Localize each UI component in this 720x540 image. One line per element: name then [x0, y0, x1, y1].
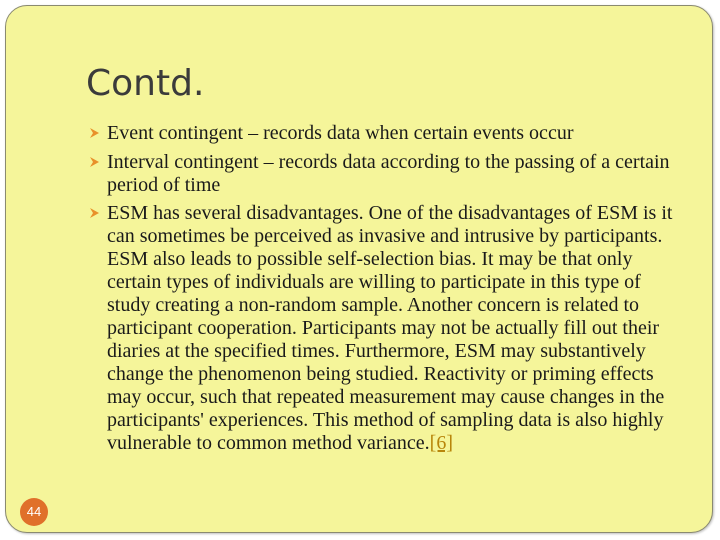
bullet-text: ESM has several disadvantages. One of the disadvantages of ESM is it can sometimes be perceived as invasive and intrusive by participants. ESM also leads to possible self-selection bias. It may be that only certain types of individuals are willing to participate in this type of study creating a non-random sample. Another concern is related to participant cooperation. Participants may not be actually fill out their diaries at the specified times. Furthermore, ESM may substantively change the phenomenon being studied. Reactivity or priming effects may occur, such that repeated measurement may cause changes in the participants' experiences. This method of sampling data is also highly vulnerable to common method variance. — [107, 202, 673, 454]
bullet-text: Event contingent – records data when certain events occur — [107, 122, 574, 144]
slide-title: Contd. — [86, 63, 205, 104]
bullet-item — [88, 122, 678, 145]
slide — [5, 5, 713, 533]
bullet-arrow-icon — [88, 206, 102, 220]
bullet-item — [88, 151, 678, 197]
bullet-item — [88, 202, 678, 455]
bullet-arrow-icon — [88, 126, 102, 140]
page-number-badge: 44 — [20, 498, 48, 526]
bullet-arrow-icon — [88, 155, 102, 169]
reference-link[interactable]: [6] — [429, 432, 453, 454]
bullet-text: Interval contingent – records data according to the passing of a certain period of time — [107, 151, 670, 196]
bullet-list — [88, 122, 678, 461]
